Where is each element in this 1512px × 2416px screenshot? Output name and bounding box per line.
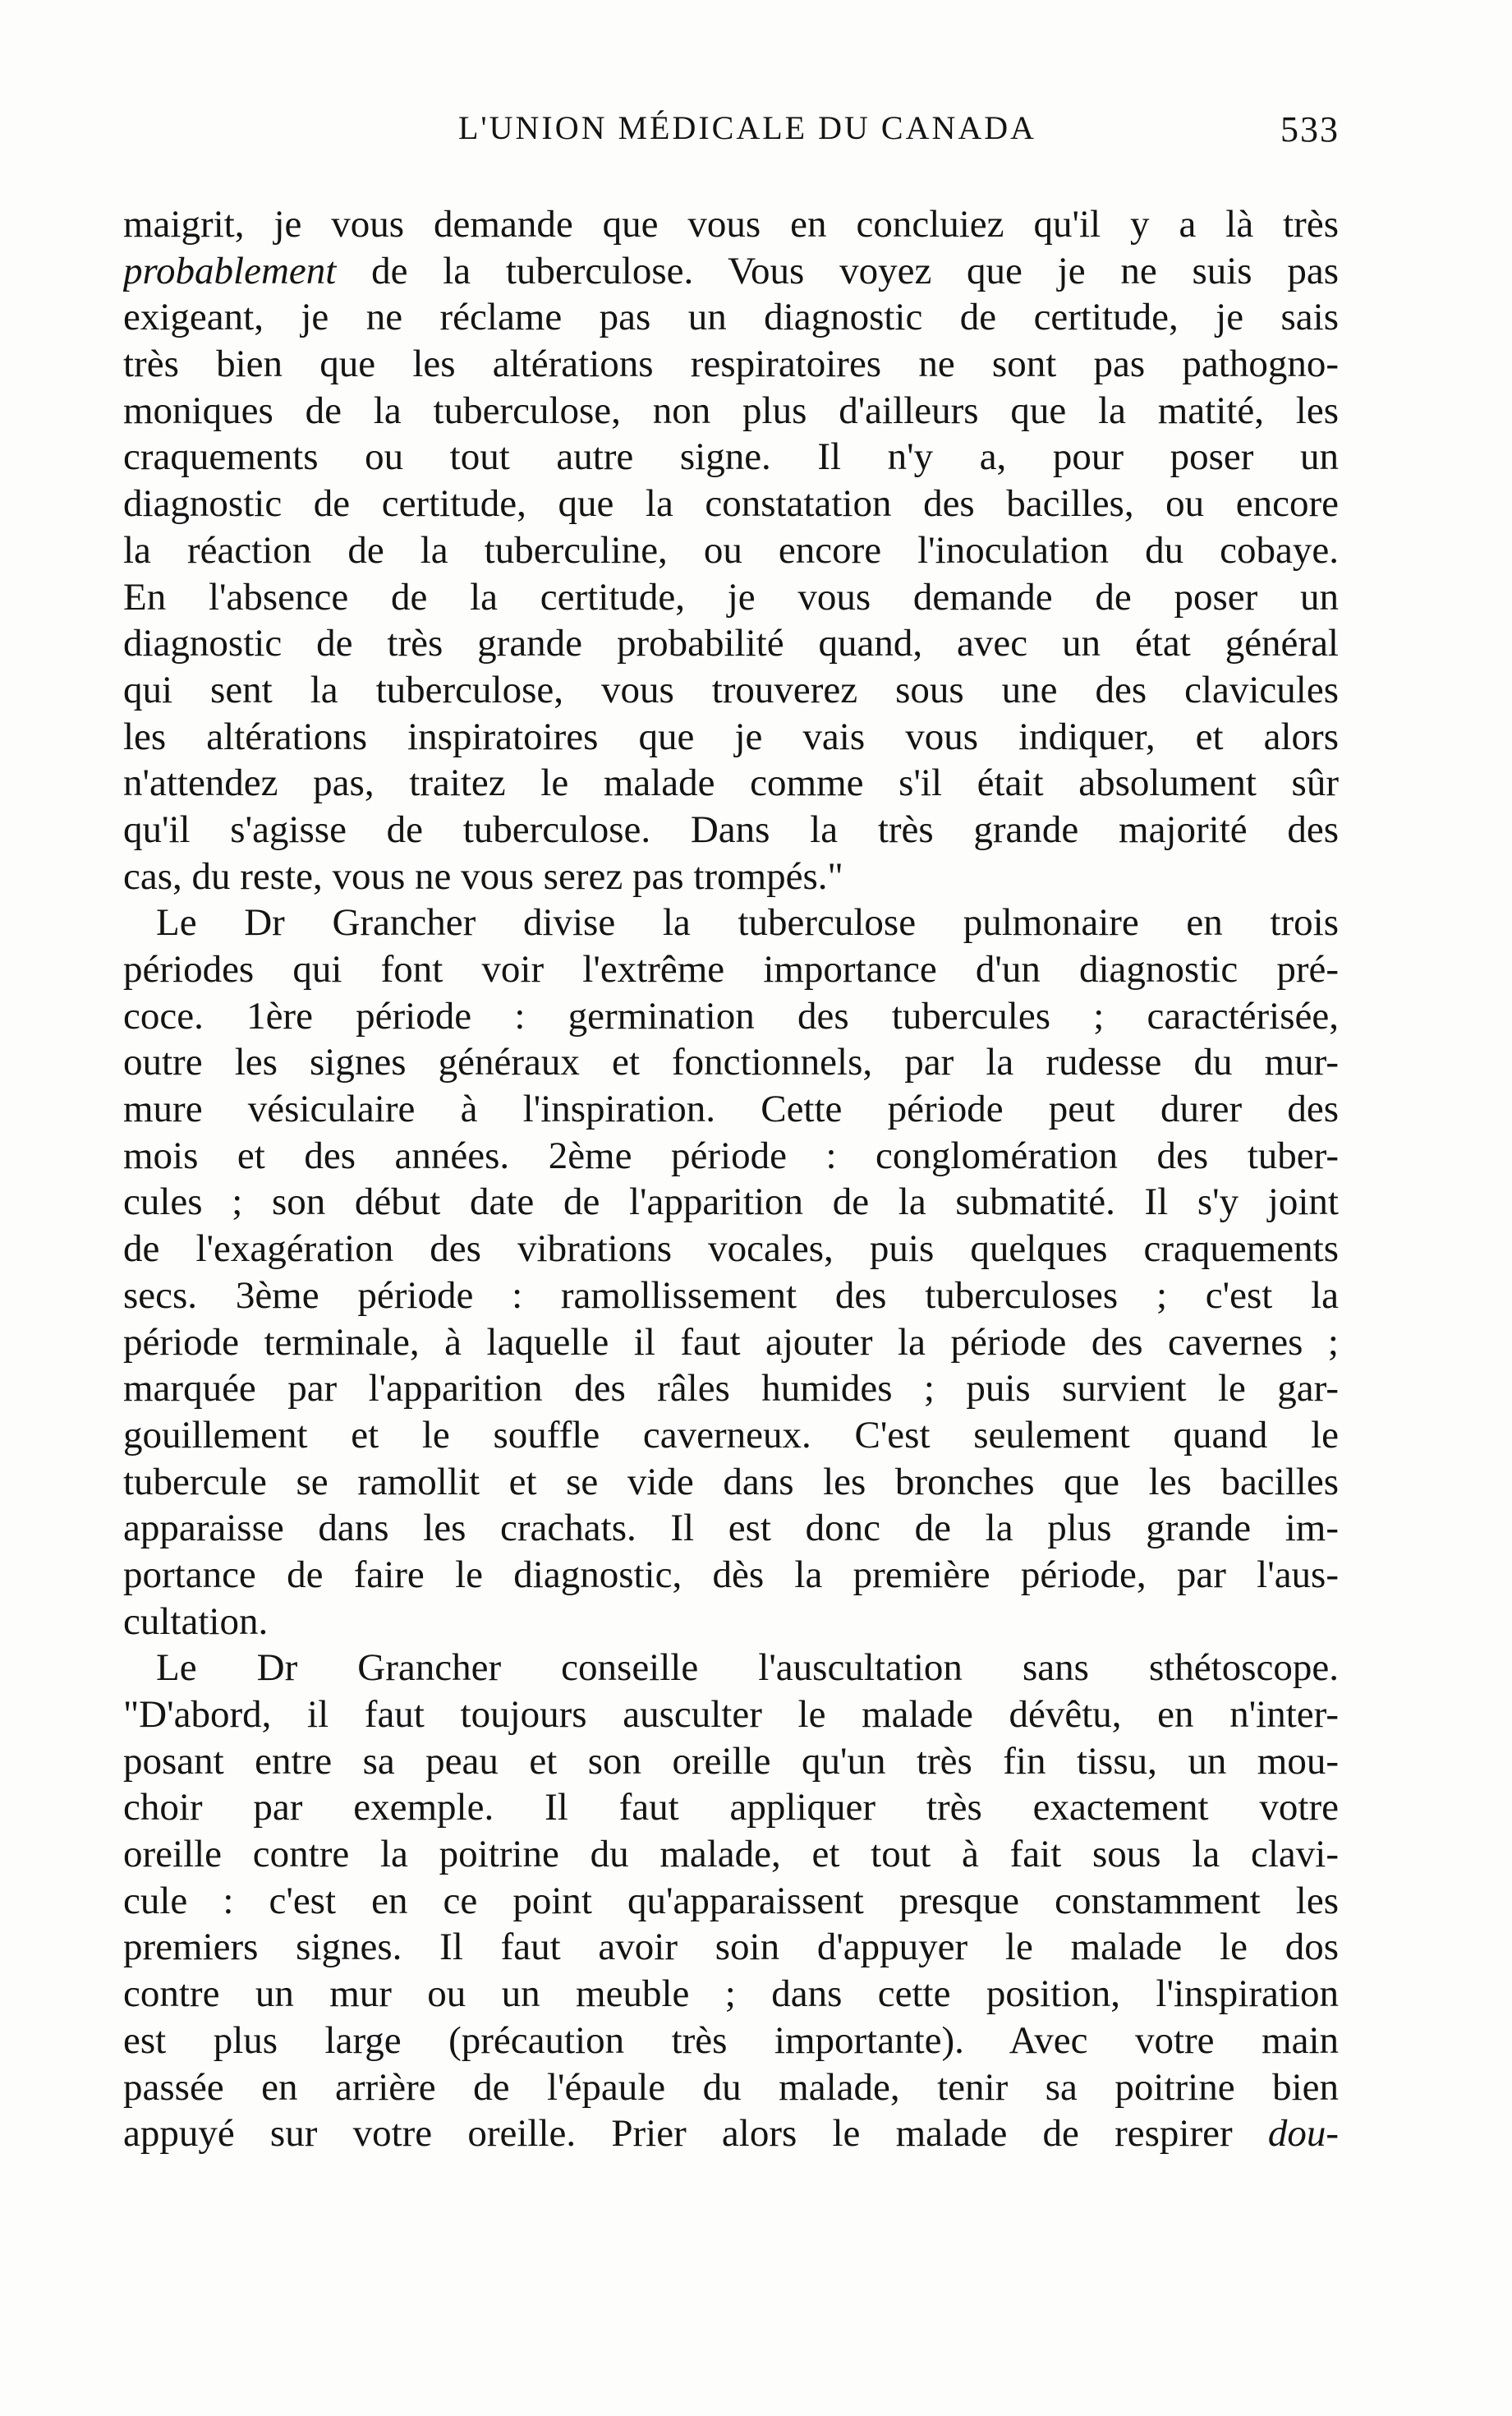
text-fragment: appuyé sur votre oreille. Prier alors le malade de respirer	[123, 2112, 1268, 2156]
text-line	[123, 248, 1339, 295]
text-line: très bien que les altérations respiratoires ne sont pas pathogno-	[123, 343, 1339, 386]
text-line: outre les signes généraux et fonctionnels, par la rudesse du mur-	[123, 1041, 1339, 1084]
text-line: exigeant, je ne réclame pas un diagnostic de certitude, je sais	[123, 296, 1339, 339]
text-line: cultation.	[123, 1599, 269, 1643]
text-line: qui sent la tuberculose, vous trouverez sous une des clavicules	[123, 668, 1339, 711]
text-line: tubercule se ramollit et se vide dans les bronches que les bacilles	[123, 1460, 1339, 1503]
text-line: contre un mur ou un meuble ; dans cette position, l'inspiration	[123, 1972, 1339, 2016]
text-line: diagnostic de certitude, que la constatation des bacilles, ou encore	[123, 482, 1339, 526]
text-line: moniques de la tuberculose, non plus d'ailleurs que la matité, les	[123, 389, 1339, 432]
text-line: cules ; son début date de l'apparition de la submatité. Il s'y joint	[123, 1180, 1339, 1224]
text-line: les altérations inspiratoires que je vais vous indiquer, et alors	[123, 715, 1339, 758]
text-line: mure vésiculaire à l'inspiration. Cette période peut durer des	[123, 1088, 1339, 1131]
page-number: 533	[1280, 109, 1340, 150]
text-line: diagnostic de très grande probabilité quand, avec un état général	[123, 622, 1339, 665]
text-line: posant entre sa peau et son oreille qu'un très fin tissu, un mou-	[123, 1739, 1339, 1783]
italic-word: probablement	[123, 249, 337, 292]
text-line: cule : c'est en ce point qu'apparaissent presque constamment les	[123, 1879, 1339, 1922]
text-line: maigrit, je vous demande que vous en concluiez qu'il y a là très	[123, 203, 1339, 246]
text-line: n'attendez pas, traitez le malade comme s'il était absolument sûr	[123, 762, 1339, 805]
text-line: marquée par l'apparition des râles humides ; puis survient le gar-	[123, 1367, 1339, 1410]
text-line: secs. 3ème période : ramollissement des tuberculoses ; c'est la	[123, 1273, 1339, 1317]
text-line: premiers signes. Il faut avoir soin d'appuyer le malade le dos	[123, 1926, 1339, 1969]
text-line: période terminale, à laquelle il faut ajouter la période des cavernes ;	[123, 1320, 1339, 1364]
text-line: cas, du reste, vous ne vous serez pas trompés."	[123, 854, 843, 898]
text-line: qu'il s'agisse de tuberculose. Dans la très grande majorité des	[123, 808, 1339, 851]
text-line: portance de faire le diagnostic, dès la première période, par l'aus-	[123, 1553, 1339, 1596]
text-line: passée en arrière de l'épaule du malade, tenir sa poitrine bien	[123, 2065, 1339, 2109]
text-line: est plus large (précaution très importante). Avec votre main	[123, 2018, 1339, 2062]
paragraph-start: Le Dr Grancher divise la tuberculose pulmonaire en trois	[156, 901, 1339, 945]
text-line: craquements ou tout autre signe. Il n'y a, pour poser un	[123, 435, 1339, 479]
running-head	[0, 108, 1512, 158]
text-line: la réaction de la tuberculine, ou encore l'inoculation du cobaye.	[123, 528, 1339, 572]
text-line	[123, 2110, 1339, 2157]
italic-word: dou-	[1267, 2112, 1339, 2156]
text-line: apparaisse dans les crachats. Il est donc de la plus grande im-	[123, 1507, 1339, 1550]
paragraph-start: Le Dr Grancher conseille l'auscultation sans sthétoscope.	[156, 1646, 1339, 1690]
text-line: coce. 1ère période : germination des tubercules ; caractérisée,	[123, 994, 1339, 1038]
text-line: gouillement et le souffle caverneux. C'est seulement quand le	[123, 1413, 1339, 1457]
text-line: de l'exagération des vibrations vocales, puis quelques craquements	[123, 1227, 1339, 1271]
text-line: mois et des années. 2ème période : conglomération des tuber-	[123, 1134, 1339, 1177]
text-line: En l'absence de la certitude, je vous demande de poser un	[123, 575, 1339, 619]
text-fragment: de la tuberculose. Vous voyez que je ne suis pas	[336, 249, 1339, 292]
text-line: périodes qui font voir l'extrême importance d'un diagnostic pré-	[123, 948, 1339, 991]
body-text	[123, 201, 1339, 2157]
text-line: oreille contre la poitrine du malade, et tout à fait sous la clavi-	[123, 1833, 1339, 1876]
text-line: "D'abord, il faut toujours ausculter le malade dévêtu, en n'inter-	[123, 1693, 1339, 1736]
text-line: choir par exemple. Il faut appliquer très exactement votre	[123, 1786, 1339, 1829]
running-title: L'UNION MÉDICALE DU CANADA	[457, 109, 1037, 146]
